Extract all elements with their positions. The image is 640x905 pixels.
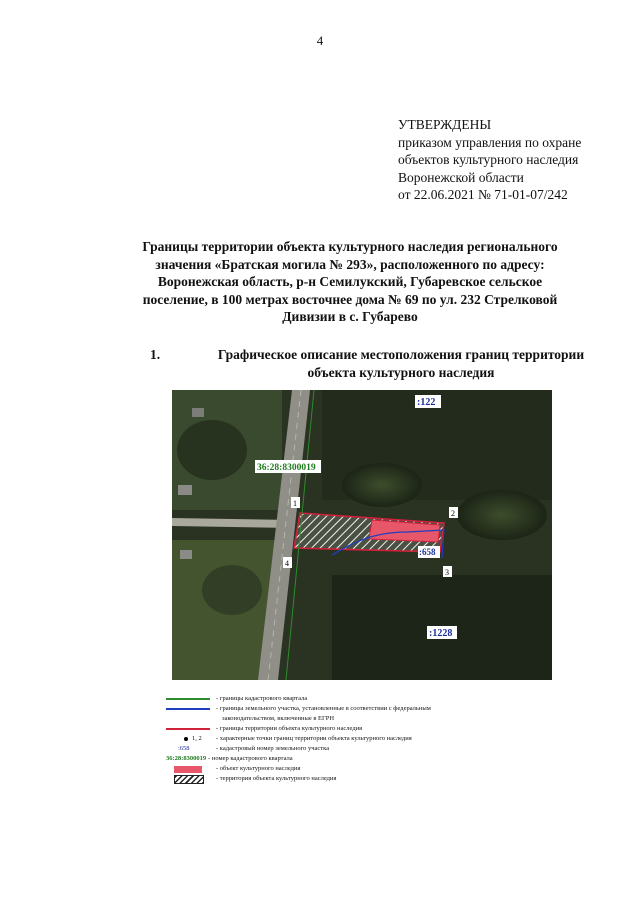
approval-stamp [398,116,633,204]
building [178,485,192,495]
boundary-map [172,390,552,680]
building [192,408,204,417]
points-symbol: 1, 2 [192,735,202,742]
title-line: Границы территории объекта культурного наследия регионального [142,239,558,254]
object-fill-symbol [174,766,202,773]
satellite-map [172,390,552,680]
red-line-symbol [166,728,210,730]
title-line: Воронежская область, р-н Семилукский, Губаревское сельское [157,274,543,289]
title-line: поселение, в 100 метрах восточнее дома № 69 по ул. 232 Стрелковой [142,291,558,307]
legend-text: - номер кадастрового квартала [208,755,293,762]
point-dot-icon [184,737,188,741]
legend-text: - границы кадастрового квартала [216,695,308,702]
hatch-symbol [174,775,204,784]
legend-text: - объект культурного наследия [216,765,301,772]
tree-cluster [342,463,422,507]
page-number: 4 [316,33,324,48]
legend-text: - кадастровый номер земельного участка [216,745,330,752]
legend-item [166,764,586,774]
legend-text: - территория объекта культурного наследия [216,775,337,782]
legend-item [166,704,586,724]
approval-line: объектов культурного наследия [398,152,579,167]
point-1-label: 1 [293,499,297,508]
legend-item [166,754,586,764]
legend-item [166,744,586,754]
legend-item [166,694,586,704]
approval-line: приказом управления по охране [398,134,582,150]
section-heading-line: объекта культурного наследия [307,364,495,380]
parcel-number-symbol: :658 [178,745,190,752]
legend-text: - границы территории объекта культурного наследия [216,725,363,732]
tree-cluster [457,490,547,540]
point-3-label: 3 [445,568,449,577]
quarter-number-symbol: 36:28:8300019 [166,755,207,762]
point-2-label: 2 [451,509,455,518]
legend-item [166,734,586,744]
parcel-122-label: :122 [417,397,436,408]
legend-text: - границы земельного участка, установленные в соответствии с федеральным [216,705,431,712]
section-heading [150,346,610,381]
point-4-label: 4 [285,559,289,568]
blue-line-symbol [166,708,210,710]
title-line: Дивизии в с. Губарево [282,309,418,324]
section-heading-line: Графическое описание местоположения границ территории [217,347,585,362]
legend-item [166,774,586,784]
legend-item [166,724,586,734]
approval-line: от 22.06.2021 № 71-01-07/242 [398,187,568,202]
tree-cluster [202,565,262,615]
title-line: значения «Братская могила № 293», расположенного по адресу: [155,256,545,272]
parcel-1228-label: :1228 [429,628,453,639]
approval-line: Воронежской области [398,169,524,185]
green-line-symbol [166,698,210,700]
parcel-658-label: :658 [419,547,436,557]
legend-text: законодательством, включенные в ЕГРН [222,715,335,722]
document-title [90,238,610,326]
quarter-number-label: 36:28:8300019 [257,463,316,473]
legend-text: - характерные точки границ территории объекта культурного наследия [216,735,412,742]
tree-cluster [177,420,247,480]
approval-line: УТВЕРЖДЕНЫ [398,117,492,132]
map-legend [166,694,586,784]
building [180,550,192,559]
section-number: 1. [150,347,161,362]
